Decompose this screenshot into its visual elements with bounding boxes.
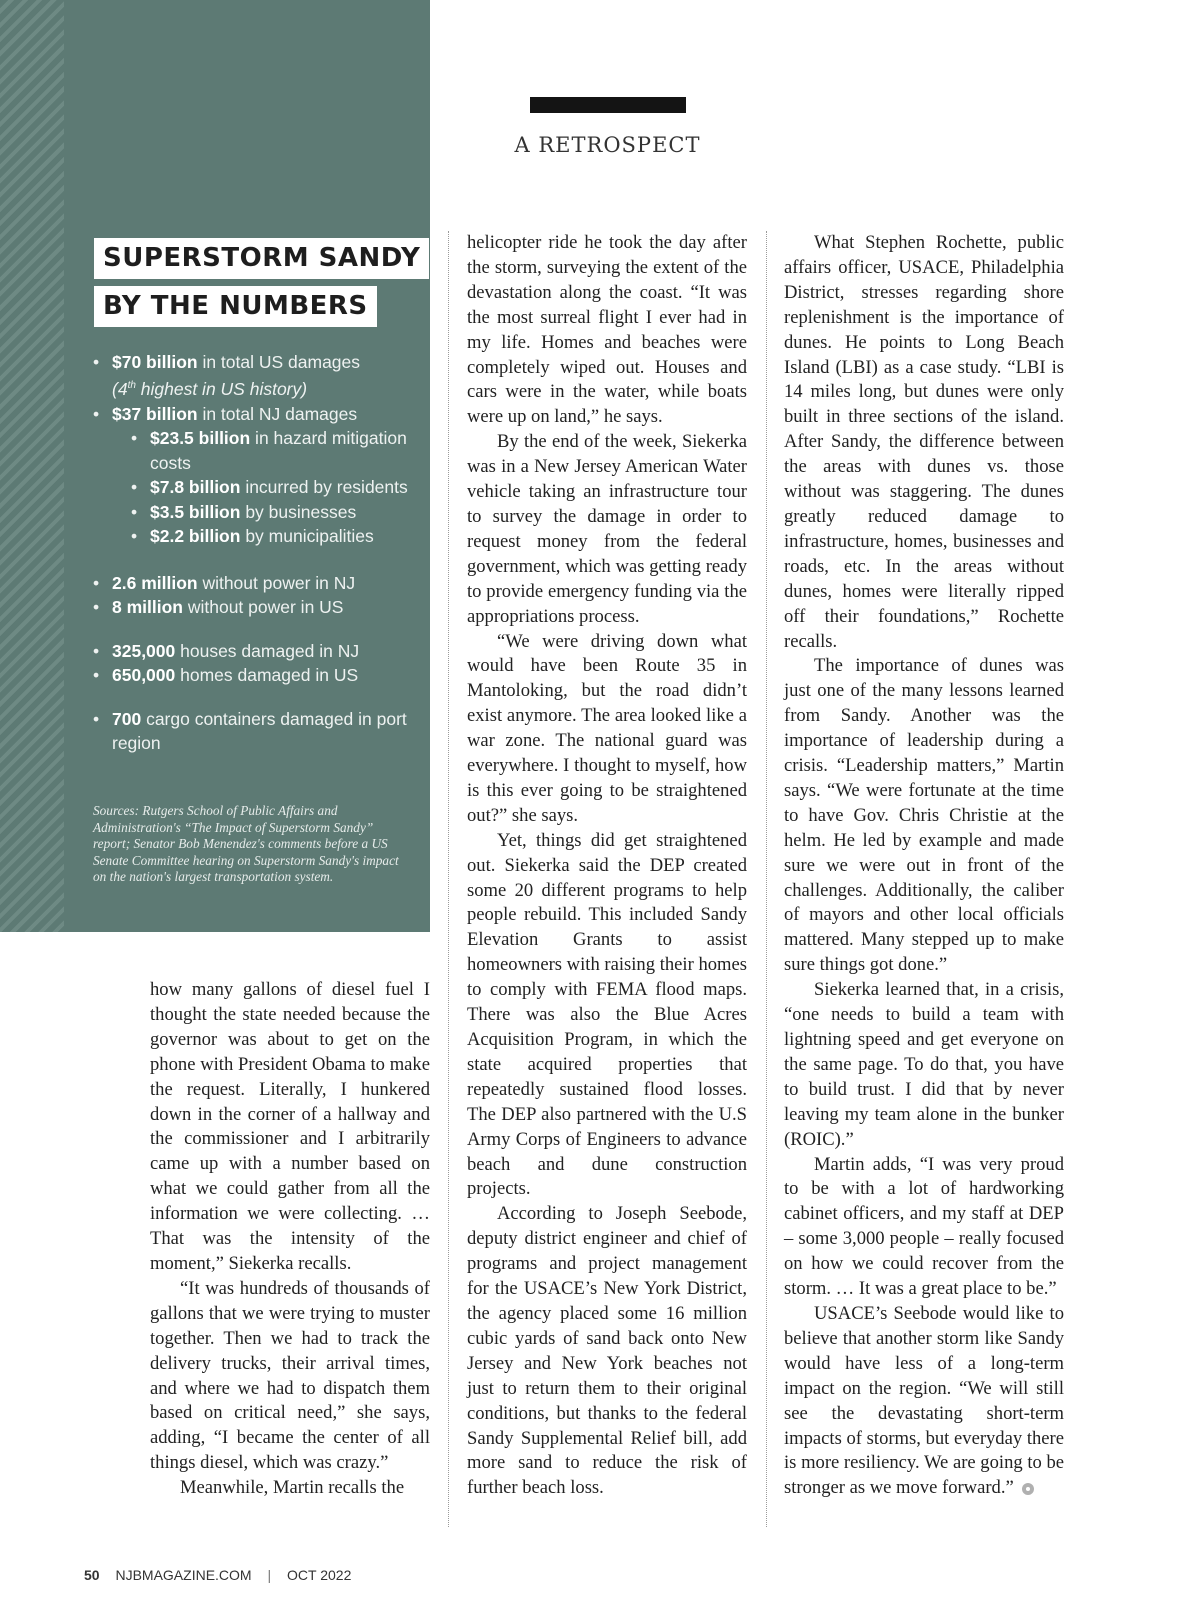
paragraph: What Stephen Rochette, public affairs officer, USACE, Philadelphia District, stresses regarding shore replenishment is the importance of dunes. He points to Long Beach Island (LBI) as a case study. “LBI is 14 miles long, but dunes were only built in three sections of the island. After Sandy, the difference between the areas with dunes vs. those without was staggering. The dunes greatly reduced damage to infrastructure, homes, businesses and roads, etc. In the areas without dunes, homes were literally ripped off their foundations,” Rochette recalls.	[784, 232, 1064, 652]
section-label: A RETROSPECT	[514, 133, 701, 157]
stat-subitem: • $7.8 billion incurred by residents	[92, 475, 412, 500]
column-divider	[766, 231, 767, 1527]
paragraph: By the end of the week, Siekerka was in a New Jersey American Water vehicle taking an infrastructure tour to survey the damage in order to request money from the federal government, which was getting ready to provide emergency funding via the appropriations process.	[467, 431, 747, 627]
paragraph-text: USACE’s Seebode would like to believe that another storm like Sandy would have less of a long-term impact on the region. “We will still see the devastating short-term impacts of storms, but everyday there is more resiliency. We are going to be stronger as we move forward.”	[784, 1302, 1064, 1499]
sidebar-title-line1: SUPERSTORM SANDY	[94, 238, 429, 279]
stat-item: • 325,000 houses damaged in NJ	[92, 639, 412, 664]
footer-separator: |	[267, 1567, 272, 1583]
article-column-1	[150, 978, 430, 1501]
page-footer	[84, 1567, 351, 1583]
section-rule	[530, 97, 686, 113]
paragraph: The importance of dunes was just one of the many lessons learned from Sandy. Another was the importance of leadership during a crisis. “Leadership matters,” Martin says. “We were fortunate at the time to have Gov. Chris Christie at the helm. He led by example and made sure we were out in front of the challenges. Additionally, the caliber of mayors and other local officials mattered. Many stepped up to make sure things got done.”	[784, 655, 1064, 976]
page-number: 50	[84, 1567, 100, 1583]
stat-item: • 700 cargo containers damaged in port region	[92, 707, 412, 756]
paragraph: Yet, things did get straightened out. Siekerka said the DEP created some 20 different programs to help people rebuild. This included Sandy Elevation Grants to assist homeowners with raising their homes to comply with FEMA flood maps. There was also the Blue Acres Acquisition Program, in which the state acquired properties that repeatedly sustained flood losses. The DEP also partnered with the U.S Army Corps of Engineers to advance beach and dune construction projects.	[467, 829, 747, 1200]
stat-subitem: • $2.2 billion by municipalities	[92, 524, 412, 549]
paragraph: Meanwhile, Martin recalls the	[180, 1477, 405, 1499]
stat-item: • 650,000 homes damaged in US	[92, 663, 412, 688]
article-column-3	[784, 231, 1064, 1501]
paragraph: how many gallons of diesel fuel I thought the state needed because the governor was about to get on the phone with President Obama to make the request. Literally, I hunkered down in the corner of a hallway and the commissioner and I arbitrarily came up with a number based on what we could gather from all the information we were collecting. … That was the intensity of the moment,” Siekerka recalls.	[150, 979, 430, 1274]
sources-note: Sources: Rutgers School of Public Affairs and Administration's “The Impact of Superstorm Sandy” report; Senator Bob Menendez's comments before a US Senate Committee hearing on Superstorm Sandy's impact on the nation's largest transportation system.	[93, 803, 399, 885]
stat-item: • 2.6 million without power in NJ	[92, 571, 412, 596]
stat-subitem: • $23.5 billion in hazard mitigation costs	[92, 426, 412, 475]
paragraph: According to Joseph Seebode, deputy district engineer and chief of programs and project management for the USACE’s New York District, the agency placed some 16 million cubic yards of sand back onto New Jersey and New York beaches not just to return them to their original conditions, but thanks to the federal Sandy Supplemental Relief bill, add more sand to reduce the risk of further beach loss.	[467, 1203, 747, 1499]
paragraph: “It was hundreds of thousands of gallons that we were trying to muster together. Then we had to track the delivery trucks, their arrival times, and where we had to dispatch them based on critical need,” she says, adding, “I became the center of all things diesel, which was crazy.”	[150, 1277, 430, 1474]
end-mark-icon	[1022, 1483, 1034, 1495]
hatch-pattern	[0, 0, 64, 932]
stat-item: • $37 billion in total NJ damages	[92, 402, 412, 427]
stat-item: • $70 billion in total US damages (4th highest in US history)	[92, 350, 412, 402]
article-column-2	[467, 231, 747, 1501]
footer-site: NJBMAGAZINE.COM	[115, 1567, 252, 1583]
paragraph	[784, 1302, 1064, 1501]
sidebar-title-line2: BY THE NUMBERS	[94, 286, 377, 327]
stat-subitem: • $3.5 billion by businesses	[92, 500, 412, 525]
paragraph: helicopter ride he took the day after the storm, surveying the extent of the devastation along the coast. “It was the most surreal flight I ever had in my life. Homes and beaches were completely wiped out. Houses and cars were in the water, while boats were up on land,” he says.	[467, 232, 747, 428]
paragraph: Siekerka learned that, in a crisis, “one needs to build a team with lightning speed and get everyone on the same page. To do that, you have to build trust. I did that by never leaving my team alone in the bunker (ROIC).”	[784, 979, 1064, 1150]
paragraph: “We were driving down what would have been Route 35 in Mantoloking, but the road didn’t exist anymore. The area looked like a war zone. The national guard was everywhere. I thought to myself, how is this ever going to be straightened out?” she says.	[467, 630, 747, 826]
column-divider	[448, 231, 449, 1527]
stat-item: • 8 million without power in US	[92, 595, 412, 620]
stats-list	[92, 350, 412, 756]
footer-issue: OCT 2022	[287, 1567, 352, 1583]
paragraph: Martin adds, “I was very proud to be with a lot of hardworking cabinet officers, and my staff at DEP – some 3,000 people – really focused on how we could recover from the storm. … It was a great place to be.”	[784, 1153, 1064, 1300]
